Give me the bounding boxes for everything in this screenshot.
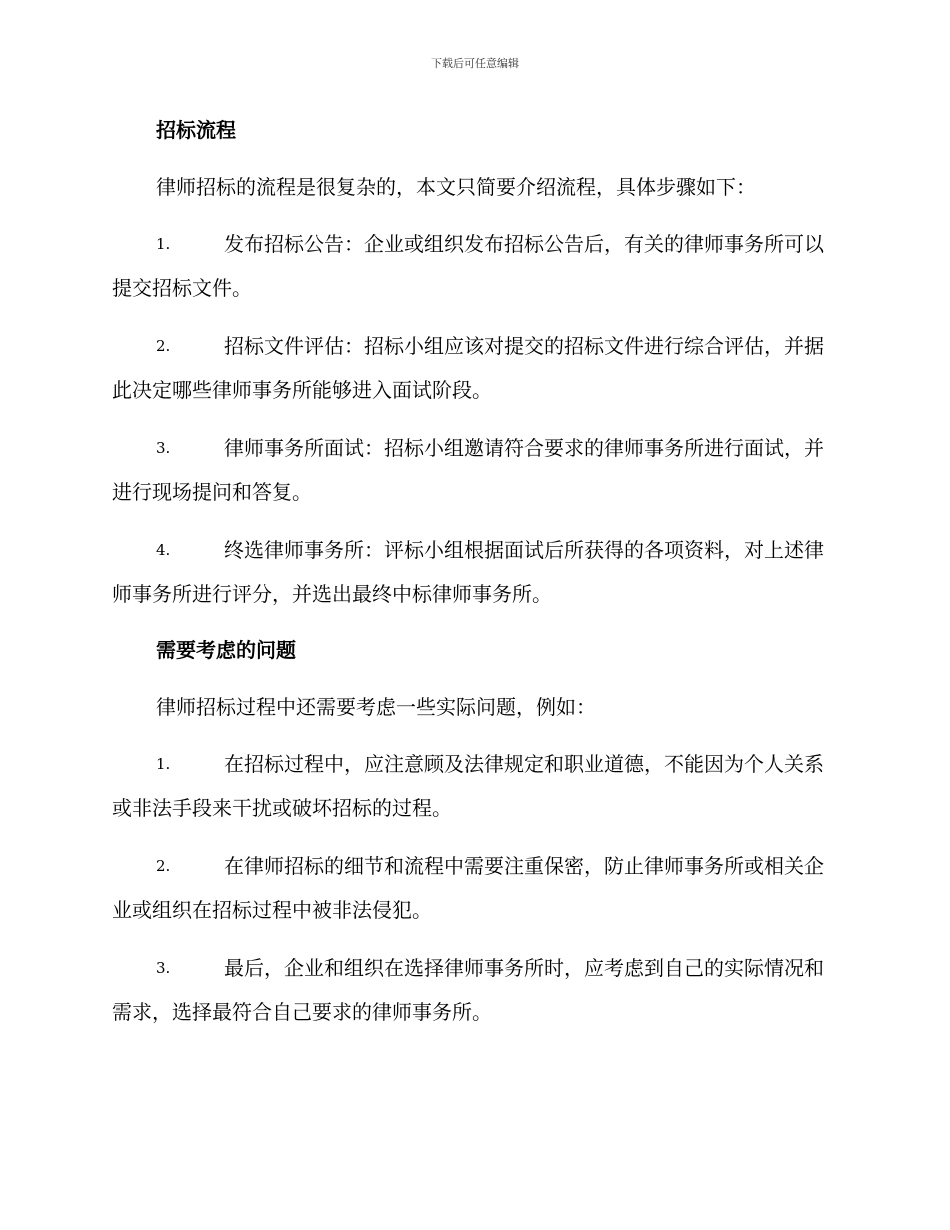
list-item-text: 在律师招标的细节和流程中需要注重保密，防止律师事务所或相关企业或组织在招标过程中被非法侵犯。 xyxy=(112,854,824,922)
list-item-text: 发布招标公告：企业或组织发布招标公告后，有关的律师事务所可以提交招标文件。 xyxy=(112,232,824,300)
section-heading-considerations: 需要考虑的问题 xyxy=(156,638,296,662)
list-item-number: 4. xyxy=(156,541,171,559)
list-item-number: 1. xyxy=(156,235,171,253)
list-item xyxy=(112,528,834,616)
list-item xyxy=(112,742,834,830)
section-intro-considerations: 律师招标过程中还需要考虑一些实际问题，例如： xyxy=(156,695,596,719)
list-item-text: 在招标过程中，应注意顾及法律规定和职业道德，不能因为个人关系或非法手段来干扰或破坏招标的过程。 xyxy=(112,752,824,820)
list-item-number: 3. xyxy=(156,439,171,457)
list-item-text: 律师事务所面试：招标小组邀请符合要求的律师事务所进行面试，并进行现场提问和答复。 xyxy=(112,436,824,504)
list-item xyxy=(112,324,834,412)
list-item-number: 1. xyxy=(156,755,171,773)
list-item-number: 2. xyxy=(156,857,171,875)
list-item xyxy=(112,222,834,310)
section-intro-bidding-process: 律师招标的流程是很复杂的，本文只简要介绍流程，具体步骤如下： xyxy=(156,175,756,199)
list-item xyxy=(112,946,834,1034)
header-note: 下载后可任意编辑 xyxy=(431,57,519,70)
section-heading-bidding-process: 招标流程 xyxy=(156,118,236,142)
list-item-number: 3. xyxy=(156,959,171,977)
list-item xyxy=(112,426,834,514)
document-body xyxy=(112,110,834,1048)
list-item-text: 终选律师事务所：评标小组根据面试后所获得的各项资料，对上述律师事务所进行评分，并选出最终中标律师事务所。 xyxy=(112,538,824,606)
list-item-number: 2. xyxy=(156,337,171,355)
list-item-text: 招标文件评估：招标小组应该对提交的招标文件进行综合评估，并据此决定哪些律师事务所能够进入面试阶段。 xyxy=(112,334,824,402)
list-item-text: 最后，企业和组织在选择律师事务所时，应考虑到自己的实际情况和需求，选择最符合自己要求的律师事务所。 xyxy=(112,956,824,1024)
list-item xyxy=(112,844,834,932)
